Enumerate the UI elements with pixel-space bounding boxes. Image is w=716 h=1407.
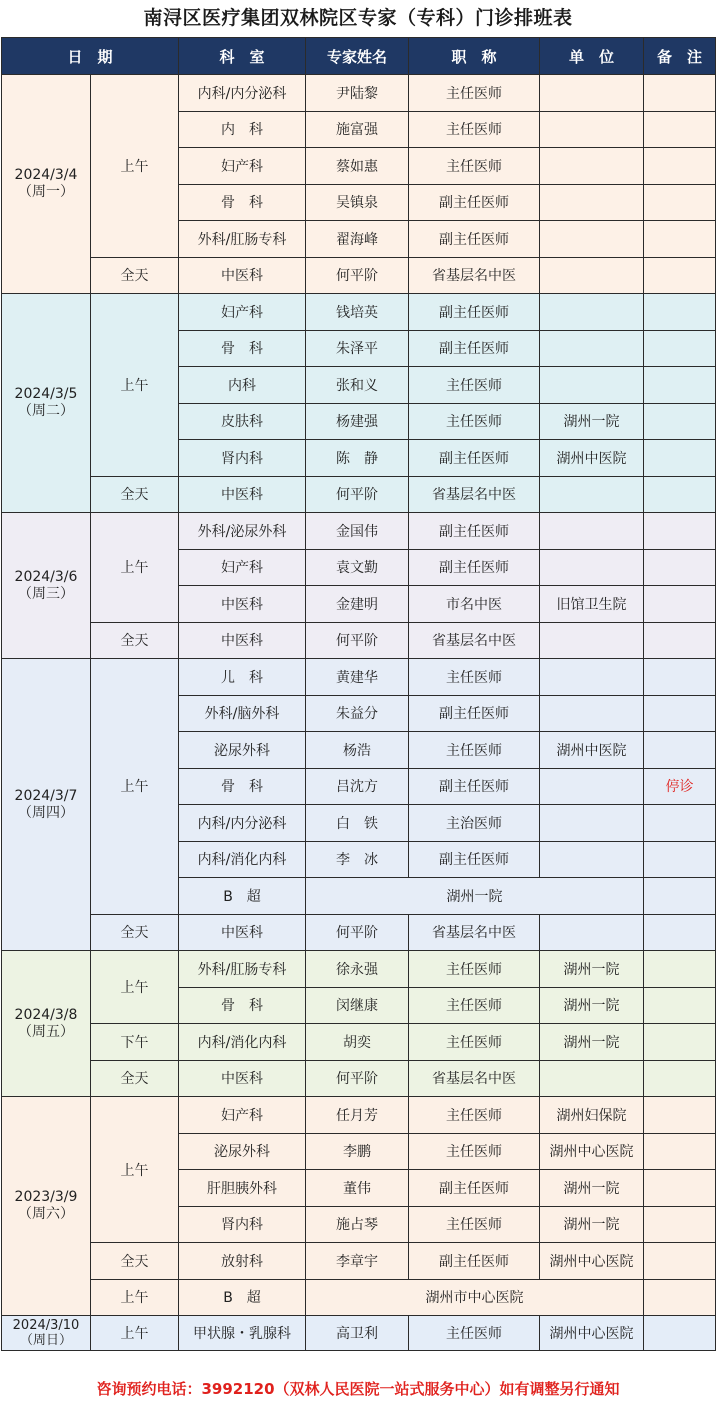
rank-cell: 主任医师 (409, 403, 540, 440)
period-cell: 下午 (91, 1024, 179, 1061)
expert-cell: 朱益分 (306, 695, 409, 732)
unit-cell: 湖州中心医院 (540, 1133, 644, 1170)
dept-cell: 中医科 (179, 586, 306, 623)
period-cell: 上午 (91, 1316, 179, 1351)
dept-cell: 内科 (179, 367, 306, 404)
rank-cell: 省基层名中医 (409, 1060, 540, 1097)
rank-cell: 副主任医师 (409, 695, 540, 732)
table-row (2, 1097, 716, 1134)
rank-cell: 副主任医师 (409, 184, 540, 221)
dept-cell: 骨 科 (179, 184, 306, 221)
unit-cell (540, 184, 644, 221)
date-cell: 2024/3/8 （周五） (2, 951, 91, 1097)
period-cell: 全天 (91, 914, 179, 951)
note-cell (644, 1097, 716, 1134)
dept-cell: 妇产科 (179, 294, 306, 331)
unit-cell: 湖州一院 (540, 1170, 644, 1207)
unit-cell: 湖州一院 (540, 987, 644, 1024)
header-rank: 职 称 (409, 38, 540, 75)
expert-cell: 闵继康 (306, 987, 409, 1024)
expert-cell: 何平阶 (306, 622, 409, 659)
expert-cell: 朱泽平 (306, 330, 409, 367)
date-cell: 2024/3/5 （周二） (2, 294, 91, 513)
table-row (2, 476, 716, 513)
note-cell (644, 294, 716, 331)
period-cell: 上午 (91, 659, 179, 915)
rank-cell: 主任医师 (409, 659, 540, 696)
unit-cell (540, 768, 644, 805)
dept-cell: 泌尿外科 (179, 732, 306, 769)
note-cell (644, 1133, 716, 1170)
expert-cell: 李 冰 (306, 841, 409, 878)
expert-cell: 吕沈方 (306, 768, 409, 805)
table-row (2, 1279, 716, 1316)
header-dept: 科 室 (179, 38, 306, 75)
period-cell: 上午 (91, 75, 179, 258)
rank-cell: 副主任医师 (409, 841, 540, 878)
contact-footer: 咨询预约电话：3992120（双林人民医院一站式服务中心）如有调整另行通知 (96, 1380, 620, 1398)
unit-cell (540, 659, 644, 696)
rank-cell: 主任医师 (409, 1097, 540, 1134)
table-row (2, 914, 716, 951)
rank-cell: 省基层名中医 (409, 257, 540, 294)
table-row (2, 513, 716, 550)
expert-cell: 蔡如惠 (306, 148, 409, 185)
unit-cell (540, 513, 644, 550)
date-cell: 2024/3/7 （周四） (2, 659, 91, 951)
table-row (2, 257, 716, 294)
note-cell (644, 841, 716, 878)
header-unit: 单 位 (540, 38, 644, 75)
note-cell (644, 1316, 716, 1351)
unit-cell (540, 549, 644, 586)
note-cell (644, 75, 716, 112)
rank-cell: 主任医师 (409, 111, 540, 148)
dept-cell: 内 科 (179, 111, 306, 148)
dept-cell: 妇产科 (179, 549, 306, 586)
note-cell (644, 184, 716, 221)
rank-cell: 省基层名中医 (409, 476, 540, 513)
expert-cell: 杨浩 (306, 732, 409, 769)
expert-cell: 李章宇 (306, 1243, 409, 1280)
rank-cell: 主任医师 (409, 1133, 540, 1170)
expert-cell: 董伟 (306, 1170, 409, 1207)
date-cell: 2024/3/6 （周三） (2, 513, 91, 659)
note-cell (644, 257, 716, 294)
dept-cell: 儿 科 (179, 659, 306, 696)
dept-cell: 妇产科 (179, 1097, 306, 1134)
table-row (2, 294, 716, 331)
expert-cell: 高卫利 (306, 1316, 409, 1351)
note-cell (644, 1206, 716, 1243)
note-cell (644, 659, 716, 696)
note-cell (644, 914, 716, 951)
suspended-note: 停诊 (644, 768, 716, 805)
header-note: 备 注 (644, 38, 716, 75)
rank-cell: 副主任医师 (409, 549, 540, 586)
note-cell (644, 221, 716, 258)
rank-cell: 主任医师 (409, 1024, 540, 1061)
rank-cell: 副主任医师 (409, 294, 540, 331)
unit-cell (540, 622, 644, 659)
note-cell (644, 732, 716, 769)
page-title: 南浔区医疗集团双林院区专家（专科）门诊排班表 (143, 7, 573, 29)
header-date: 日 期 (2, 38, 179, 75)
note-cell (644, 805, 716, 842)
period-cell: 全天 (91, 476, 179, 513)
expert-cell: 金国伟 (306, 513, 409, 550)
note-cell (644, 476, 716, 513)
expert-cell: 袁文勤 (306, 549, 409, 586)
period-cell: 全天 (91, 622, 179, 659)
unit-cell (540, 805, 644, 842)
unit-cell: 湖州中心医院 (540, 1243, 644, 1280)
expert-cell: 李鹏 (306, 1133, 409, 1170)
expert-cell: 尹陆黎 (306, 75, 409, 112)
unit-cell: 湖州妇保院 (540, 1097, 644, 1134)
unit-cell (540, 841, 644, 878)
table-row (2, 1316, 716, 1351)
dept-cell: 中医科 (179, 914, 306, 951)
dept-cell: 外科/泌尿外科 (179, 513, 306, 550)
rank-cell: 副主任医师 (409, 513, 540, 550)
unit-cell (540, 1060, 644, 1097)
rank-cell: 副主任医师 (409, 768, 540, 805)
expert-cell: 施占琴 (306, 1206, 409, 1243)
note-cell (644, 367, 716, 404)
period-cell: 上午 (91, 294, 179, 477)
expert-cell: 黄建华 (306, 659, 409, 696)
note-cell (644, 1279, 716, 1316)
expert-cell: 钱培英 (306, 294, 409, 331)
rank-cell: 副主任医师 (409, 1243, 540, 1280)
merged-unit-cell: 湖州一院 (306, 878, 644, 915)
rank-cell: 副主任医师 (409, 1170, 540, 1207)
period-cell: 全天 (91, 1243, 179, 1280)
table-row (2, 659, 716, 696)
note-cell (644, 111, 716, 148)
dept-cell: 中医科 (179, 622, 306, 659)
rank-cell: 主任医师 (409, 148, 540, 185)
dept-cell: 甲状腺・乳腺科 (179, 1316, 306, 1351)
dept-cell: 外科/肛肠专科 (179, 951, 306, 988)
dept-cell: B 超 (179, 878, 306, 915)
note-cell (644, 1243, 716, 1280)
rank-cell: 副主任医师 (409, 440, 540, 477)
expert-cell: 任月芳 (306, 1097, 409, 1134)
rank-cell: 主任医师 (409, 75, 540, 112)
note-cell (644, 1060, 716, 1097)
rank-cell: 主任医师 (409, 1316, 540, 1351)
period-cell: 上午 (91, 1097, 179, 1243)
dept-cell: 泌尿外科 (179, 1133, 306, 1170)
note-cell (644, 1170, 716, 1207)
rank-cell: 省基层名中医 (409, 622, 540, 659)
unit-cell (540, 148, 644, 185)
dept-cell: 中医科 (179, 1060, 306, 1097)
period-cell: 上午 (91, 513, 179, 623)
unit-cell: 湖州一院 (540, 1206, 644, 1243)
note-cell (644, 695, 716, 732)
table-row (2, 1243, 716, 1280)
dept-cell: 妇产科 (179, 148, 306, 185)
note-cell (644, 330, 716, 367)
unit-cell (540, 914, 644, 951)
unit-cell: 旧馆卫生院 (540, 586, 644, 623)
note-cell (644, 622, 716, 659)
date-cell: 2024/3/4 （周一） (2, 75, 91, 294)
unit-cell (540, 695, 644, 732)
unit-cell (540, 330, 644, 367)
dept-cell: 肝胆胰外科 (179, 1170, 306, 1207)
unit-cell: 湖州中心医院 (540, 1316, 644, 1351)
unit-cell: 湖州一院 (540, 403, 644, 440)
rank-cell: 主治医师 (409, 805, 540, 842)
unit-cell (540, 367, 644, 404)
expert-cell: 张和义 (306, 367, 409, 404)
expert-cell: 杨建强 (306, 403, 409, 440)
unit-cell: 湖州中医院 (540, 440, 644, 477)
unit-cell (540, 111, 644, 148)
note-cell (644, 403, 716, 440)
dept-cell: 外科/脑外科 (179, 695, 306, 732)
dept-cell: 肾内科 (179, 440, 306, 477)
date-cell: 2023/3/9 （周六） (2, 1097, 91, 1316)
dept-cell: 内科/消化内科 (179, 841, 306, 878)
unit-cell (540, 294, 644, 331)
expert-cell: 胡奕 (306, 1024, 409, 1061)
expert-cell: 陈 静 (306, 440, 409, 477)
expert-cell: 何平阶 (306, 476, 409, 513)
note-cell (644, 148, 716, 185)
unit-cell (540, 476, 644, 513)
dept-cell: B 超 (179, 1279, 306, 1316)
table-row (2, 622, 716, 659)
dept-cell: 中医科 (179, 476, 306, 513)
table-row (2, 1060, 716, 1097)
period-cell: 上午 (91, 1279, 179, 1316)
expert-cell: 翟海峰 (306, 221, 409, 258)
rank-cell: 副主任医师 (409, 221, 540, 258)
dept-cell: 外科/肛肠专科 (179, 221, 306, 258)
date-cell: 2024/3/10 （周日） (2, 1316, 91, 1351)
unit-cell (540, 257, 644, 294)
note-cell (644, 951, 716, 988)
dept-cell: 内科/消化内科 (179, 1024, 306, 1061)
note-cell (644, 1024, 716, 1061)
rank-cell: 主任医师 (409, 1206, 540, 1243)
table-row (2, 75, 716, 112)
unit-cell: 湖州中医院 (540, 732, 644, 769)
period-cell: 上午 (91, 951, 179, 1024)
note-cell (644, 878, 716, 915)
rank-cell: 副主任医师 (409, 330, 540, 367)
expert-cell: 施富强 (306, 111, 409, 148)
dept-cell: 骨 科 (179, 330, 306, 367)
rank-cell: 省基层名中医 (409, 914, 540, 951)
unit-cell: 湖州一院 (540, 951, 644, 988)
header-expert: 专家姓名 (306, 38, 409, 75)
dept-cell: 中医科 (179, 257, 306, 294)
dept-cell: 皮肤科 (179, 403, 306, 440)
expert-cell: 金建明 (306, 586, 409, 623)
unit-cell (540, 221, 644, 258)
note-cell (644, 987, 716, 1024)
table-row (2, 951, 716, 988)
dept-cell: 放射科 (179, 1243, 306, 1280)
period-cell: 全天 (91, 1060, 179, 1097)
dept-cell: 骨 科 (179, 768, 306, 805)
rank-cell: 主任医师 (409, 367, 540, 404)
schedule-table (1, 37, 716, 1351)
rank-cell: 主任医师 (409, 951, 540, 988)
expert-cell: 何平阶 (306, 257, 409, 294)
dept-cell: 骨 科 (179, 987, 306, 1024)
note-cell (644, 440, 716, 477)
expert-cell: 何平阶 (306, 1060, 409, 1097)
expert-cell: 何平阶 (306, 914, 409, 951)
note-cell (644, 586, 716, 623)
note-cell (644, 513, 716, 550)
dept-cell: 肾内科 (179, 1206, 306, 1243)
rank-cell: 主任医师 (409, 732, 540, 769)
rank-cell: 主任医师 (409, 987, 540, 1024)
rank-cell: 市名中医 (409, 586, 540, 623)
period-cell: 全天 (91, 257, 179, 294)
expert-cell: 白 铁 (306, 805, 409, 842)
unit-cell (540, 75, 644, 112)
table-row (2, 1024, 716, 1061)
expert-cell: 吴镇泉 (306, 184, 409, 221)
header-row (2, 38, 716, 75)
expert-cell: 徐永强 (306, 951, 409, 988)
merged-unit-cell: 湖州市中心医院 (306, 1279, 644, 1316)
note-cell (644, 549, 716, 586)
unit-cell: 湖州一院 (540, 1024, 644, 1061)
dept-cell: 内科/内分泌科 (179, 805, 306, 842)
dept-cell: 内科/内分泌科 (179, 75, 306, 112)
